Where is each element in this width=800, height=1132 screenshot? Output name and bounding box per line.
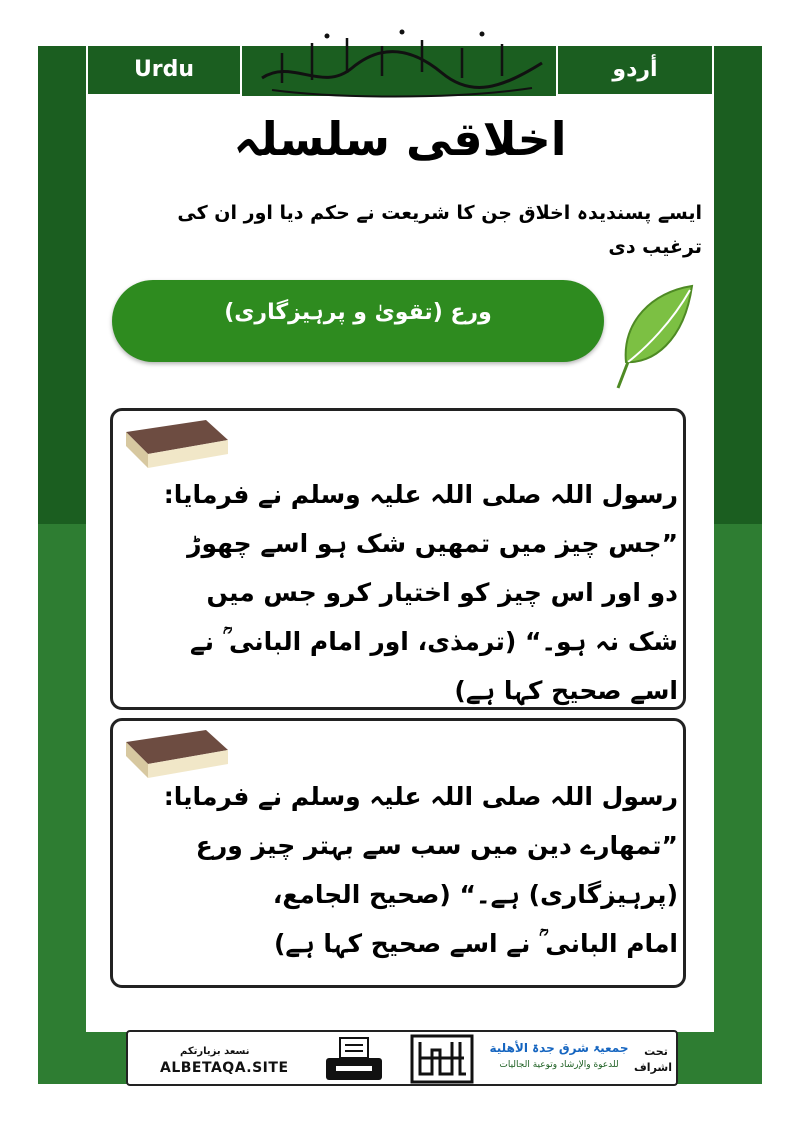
hadith-line: امام البانی ؒ نے اسے صحیح کہا ہے) bbox=[274, 929, 678, 958]
hadith-line: (پرہیزگاری) ہے۔“ (صحیح الجامع، bbox=[272, 880, 678, 909]
leaf-icon bbox=[612, 282, 698, 392]
hadith-text bbox=[124, 470, 678, 715]
footer-bar bbox=[126, 1030, 678, 1086]
basmala-calligraphy bbox=[252, 18, 552, 98]
hadith-line: رسول اللہ صلی اللہ علیہ وسلم نے فرمایا: bbox=[163, 480, 678, 509]
page-title: اخلاقی سلسلہ bbox=[233, 112, 567, 166]
hadith-line: ”جس چیز میں تمھیں شک ہو اسے چھوڑ bbox=[187, 529, 678, 558]
organization-name: جمعیۃ شرق جدۃ الأهلیة bbox=[489, 1041, 629, 1055]
hadith-line: شک نہ ہو۔“ (ترمذی، اور امام البانی ؒ نے bbox=[189, 627, 678, 656]
language-tab-arabic-label: أردو bbox=[556, 46, 714, 96]
subtitle-line: ایسے پسندیدہ اخلاق جن کا شریعت نے حکم دیا اور ان کی bbox=[177, 202, 702, 224]
printer-icon[interactable] bbox=[324, 1036, 384, 1082]
hadith-line: رسول اللہ صلی اللہ علیہ وسلم نے فرمایا: bbox=[163, 782, 678, 811]
subtitle bbox=[96, 196, 702, 264]
hadith-line: ”تمھارے دین میں سب سے بہتر چیز ورع bbox=[195, 831, 678, 860]
language-tab-urdu: Urdu bbox=[86, 46, 242, 96]
subtitle-line: ترغیب دی bbox=[608, 236, 702, 258]
hadith-text bbox=[124, 772, 678, 968]
hadith-line: اسے صحیح کہا ہے) bbox=[454, 676, 678, 705]
book-icon bbox=[122, 418, 232, 474]
square-kufic-logo-icon bbox=[410, 1034, 474, 1084]
supervision-label: تحت اشراف bbox=[634, 1045, 672, 1074]
organization-subtitle: للدعوة والإرشاد وتوعية الجاليات bbox=[499, 1060, 619, 1070]
topic-label: ورع (تقویٰ و پرہیزگاری) bbox=[224, 300, 492, 325]
hadith-line: دو اور اس چیز کو اختیار کرو جس میں bbox=[206, 578, 678, 607]
site-thanks-text: نسعد بزیارتکم bbox=[180, 1046, 250, 1057]
site-url-link[interactable]: ALBETAQA.SITE bbox=[160, 1060, 289, 1076]
